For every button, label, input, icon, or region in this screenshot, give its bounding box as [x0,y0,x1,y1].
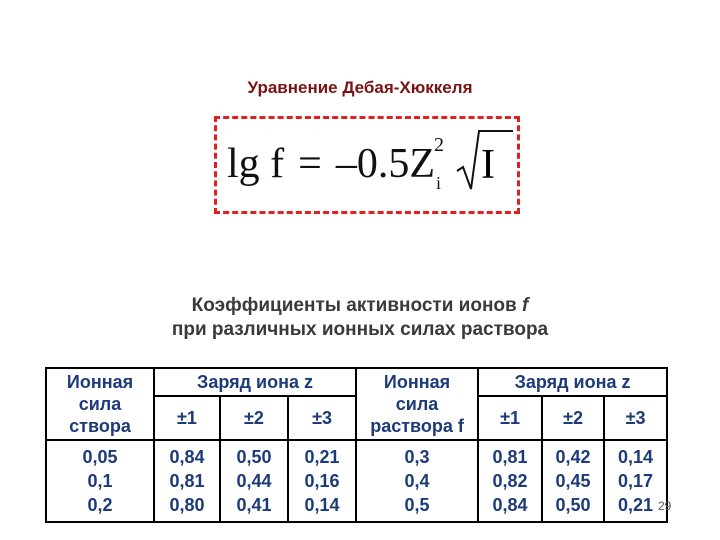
cell-ionic-strength-left: 0,05 0,1 0,2 [46,440,154,522]
cell-ionic-strength-right: 0,3 0,4 0,5 [356,440,478,522]
header-charge-1-right: ±1 [478,396,542,440]
table-data-row [46,440,667,522]
debye-huckel-formula [227,134,450,193]
header-ion-charge-right: Заряд иона z [478,368,667,396]
page-heading: Уравнение Дебая-Хюккеля [247,78,473,97]
formula-variable: Z [409,141,435,187]
cell-z1-left: 0,84 0,81 0,80 [154,440,220,522]
formula-superscript: 2 [434,134,445,156]
formula-equals: = [298,141,322,187]
table-title-line2: при различных ионных силах раствора [171,319,549,340]
header-charge-3-left: ±3 [288,396,356,440]
page-number: 29 [658,499,672,513]
formula-subscript: i [436,173,442,193]
header-charge-2-right: ±2 [542,396,604,440]
header-ion-charge-left: Заряд иона z [154,368,356,396]
header-charge-1-left: ±1 [154,396,220,440]
activity-coefficient-table [45,367,668,523]
header-charge-2-left: ±2 [220,396,288,440]
formula-box [214,116,520,214]
cell-z3-left: 0,21 0,16 0,14 [288,440,356,522]
sqrt-group [455,127,515,193]
cell-z2-right: 0,42 0,45 0,50 [542,440,604,522]
table-title [0,294,720,342]
header-ionic-strength-right: Ионная сила раствора f [356,368,478,440]
cell-z2-left: 0,50 0,44 0,41 [220,440,288,522]
header-ionic-strength-left: Ионная сила створа [46,368,154,440]
table-title-line1: Коэффициенты активности ионов [191,295,522,316]
cell-z3-right: 0,14 0,17 0,21 [604,440,667,522]
table-title-var: f [522,295,529,316]
header-charge-3-right: ±3 [604,396,667,440]
formula-lhs: lg f [227,141,285,187]
formula-coefficient: –0.5 [335,141,410,187]
cell-z1-right: 0,81 0,82 0,84 [478,440,542,522]
formula-radicand: I [481,142,495,188]
